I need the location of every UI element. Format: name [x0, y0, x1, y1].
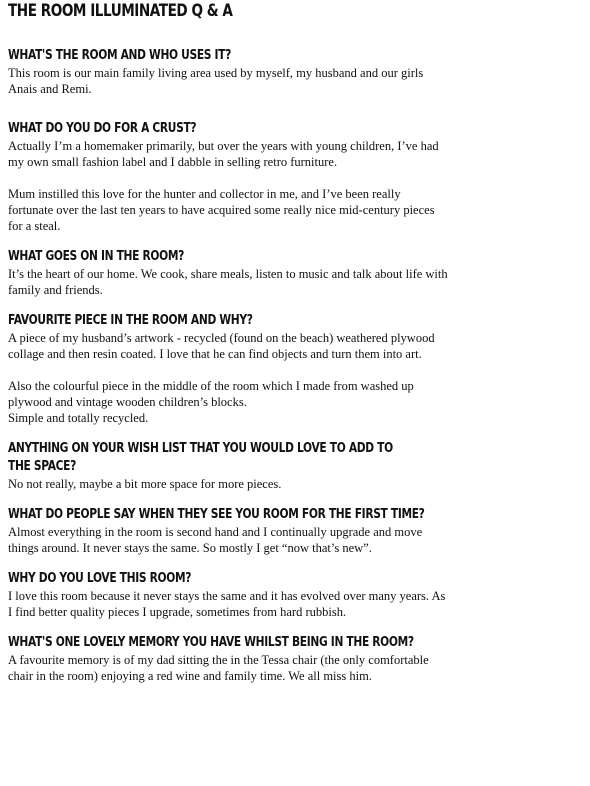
question-heading: WHAT DO PEOPLE SAY WHEN THEY SEE YOU ROOM FOR THE FIRST TIME?: [8, 507, 425, 522]
qa-section: [8, 634, 580, 684]
question-heading: WHAT'S THE ROOM AND WHO USES IT?: [8, 48, 231, 63]
answer-paragraph: Simple and totally recycled.: [8, 411, 149, 425]
paragraph-gap: [8, 362, 580, 378]
answer-paragraph: No not really, maybe a bit more space for more pieces.: [8, 477, 282, 491]
question-heading: WHAT GOES ON IN THE ROOM?: [8, 249, 184, 264]
page-title: THE ROOM ILLUMINATED Q & A: [8, 1, 233, 21]
qa-section: [8, 248, 580, 298]
answer-paragraph: Mum instilled this love for the hunter and collector in me, and I’ve been really fortunate over the last ten years to have acquired some really nice mid-century pieces for a steal.: [8, 187, 435, 233]
paragraph-gap: [8, 170, 580, 186]
qa-section: [8, 440, 580, 492]
answer-paragraph: A piece of my husband’s artwork - recycled (found on the beach) weathered plywood collage and then resin coated. I love that he can find objects and turn them into art.: [8, 331, 435, 361]
answer-paragraph: A favourite memory is of my dad sitting the in the Tessa chair (the only comfortable chair in the room) enjoying a red wine and family time. We all miss him.: [8, 653, 429, 683]
qa-page: [8, 0, 580, 684]
qa-section: [8, 570, 580, 620]
question-heading: WHAT'S ONE LOVELY MEMORY YOU HAVE WHILST BEING IN THE ROOM?: [8, 635, 414, 650]
qa-section: [8, 312, 580, 426]
answer-paragraph: Also the colourful piece in the middle of the room which I made from washed up plywood and vintage wooden children’s blocks.: [8, 379, 414, 409]
question-heading: ANYTHING ON YOUR WISH LIST THAT YOU WOULD LOVE TO ADD TO THE SPACE?: [8, 441, 393, 474]
qa-section: [8, 120, 580, 234]
answer-paragraph: This room is our main family living area used by myself, my husband and our girls Anais and Remi.: [8, 66, 424, 96]
answer-paragraph: It’s the heart of our home. We cook, share meals, listen to music and talk about life with family and friends.: [8, 267, 448, 297]
answer-paragraph: I love this room because it never stays the same and it has evolved over many years. As I find better quality pieces I upgrade, sometimes from hard rubbish.: [8, 589, 446, 619]
question-heading: WHAT DO YOU DO FOR A CRUST?: [8, 121, 197, 136]
question-heading: FAVOURITE PIECE IN THE ROOM AND WHY?: [8, 313, 253, 328]
qa-section: [8, 47, 580, 97]
qa-section: [8, 506, 580, 556]
question-heading: WHY DO YOU LOVE THIS ROOM?: [8, 571, 192, 586]
answer-paragraph: Almost everything in the room is second hand and I continually upgrade and move things around. It never stays the same. So mostly I get “now that’s new”.: [8, 525, 423, 555]
answer-paragraph: Actually I’m a homemaker primarily, but over the years with young children, I’ve had my own small fashion label and I dabble in selling retro furniture.: [8, 139, 439, 169]
